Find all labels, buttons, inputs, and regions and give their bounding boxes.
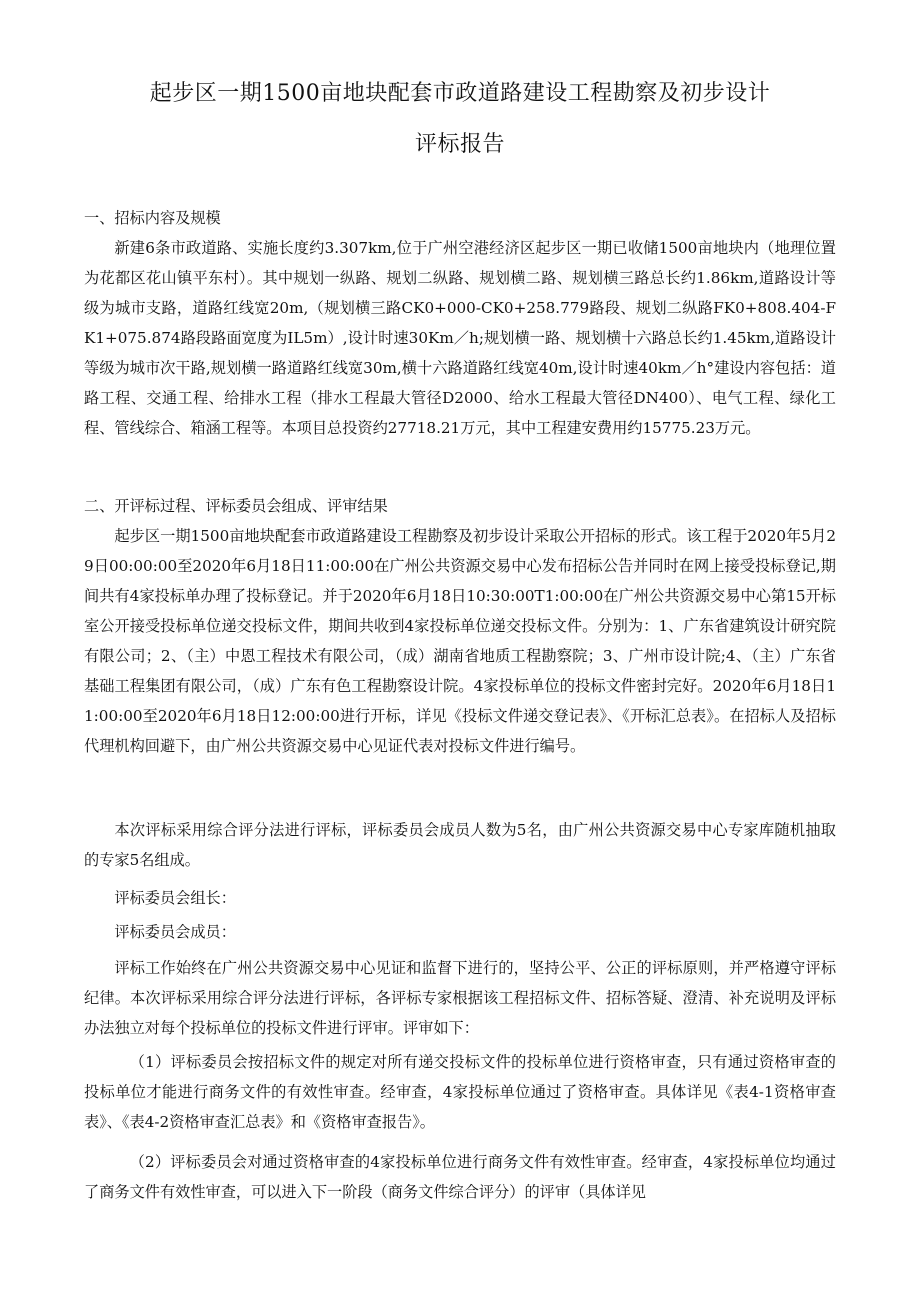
review-item-1: （1）评标委员会按招标文件的规定对所有递交投标文件的投标单位进行资格审查，只有通过资格审查的投标单位才能进行商务文件的有效性审查。经审查，4家投标单位通过了资格审查。具体详见《表4-1资格审查表》、《表4-2资格审查汇总表》和《资格审查报告》。 — [84, 1053, 836, 1131]
section2-paragraph-1: 起步区一期1500亩地块配套市政道路建设工程勘察及初步设计采取公开招标的形式。该工程于2020年5月29日00:00:00至2020年6月18日11:00:00在广州公共资源交易中心发布招标公告并同时在网上接受投标登记,期间共有4家投标单办理了投标登记。并于2020年6月18日10:30:00T1:00:00在广州公共资源交易中心第15开标室公开接受投标单位递交投标文件，期间共收到4家投标单位递交投标文件。分别为：1、广东省建筑设计研究院有限公司；2、（主）中恩工程技术有限公司，（成）湖南省地质工程勘察院；3、广州市设计院;4、（主）广东省基础工程集团有限公司，（成）广东有色工程勘察设计院。4家投标单位的投标文件密封完好。2020年6月18日11:00:00至2020年6月18日12:00:00进行开标，详见《投标文件递交登记表》、《开标汇总表》。在招标人及招标代理机构回避下，由广州公共资源交易中心见证代表对投标文件进行编号。 — [84, 527, 836, 755]
section2-paragraph-3: 评标工作始终在广州公共资源交易中心见证和监督下进行的，坚持公平、公正的评标原则，并严格遵守评标纪律。本次评标采用综合评分法进行评标，各评标专家根据该工程招标文件、招标答疑、澄清、补充说明及评标办法独立对每个投标单位的投标文件进行评审。评审如下： — [84, 959, 836, 1037]
committee-leader-line: 评标委员会组长： — [114, 889, 236, 907]
review-item-2: （2）评标委员会对通过资格审查的4家投标单位进行商务文件有效性审查。经审查，4家投标单位均通过了商务文件有效性审查，可以进入下一阶段（商务文件综合评分）的评审（具体详见 — [84, 1153, 836, 1201]
document-title-line1: 起步区一期1500亩地块配套市政道路建设工程勘察及初步设计 — [149, 81, 771, 106]
document-title-line2: 评标报告 — [414, 132, 505, 157]
section2-heading: 二、开评标过程、评标委员会组成、评审结果 — [84, 497, 388, 515]
section2-paragraph-2: 本次评标采用综合评分法进行评标，评标委员会成员人数为5名，由广州公共资源交易中心专家库随机抽取的专家5名组成。 — [84, 821, 836, 869]
section1-heading: 一、招标内容及规模 — [84, 209, 221, 227]
section1-paragraph: 新建6条市政道路、实施长度约3.307km,位于广州空港经济区起步区一期已收储1500亩地块内（地理位置为花都区花山镇平东村）。其中规划一纵路、规划二纵路、规划横二路、规划横三路总长约1.86km,道路设计等级为城市支路，道路红线宽20m,（规划横三路CK0+000-CK0+258.779路段、规划二纵路FK0+808.404-FK1+075.874路段路面宽度为IL5m）,设计时速30Km／h;规划横一路、规划横十六路总长约1.45km,道路设计等级为城市次干路,规划横一路道路红线宽30m,横十六路道路红线宽40m,设计时速40km／h°建设内容包括：道路工程、交通工程、给排水工程（排水工程最大管径D2000、给水工程最大管径DN400）、电气工程、绿化工程、管线综合、箱涵工程等。本项目总投资约27718.21万元，其中工程建安费用约15775.23万元。 — [84, 239, 836, 437]
committee-members-line: 评标委员会成员： — [114, 923, 236, 941]
